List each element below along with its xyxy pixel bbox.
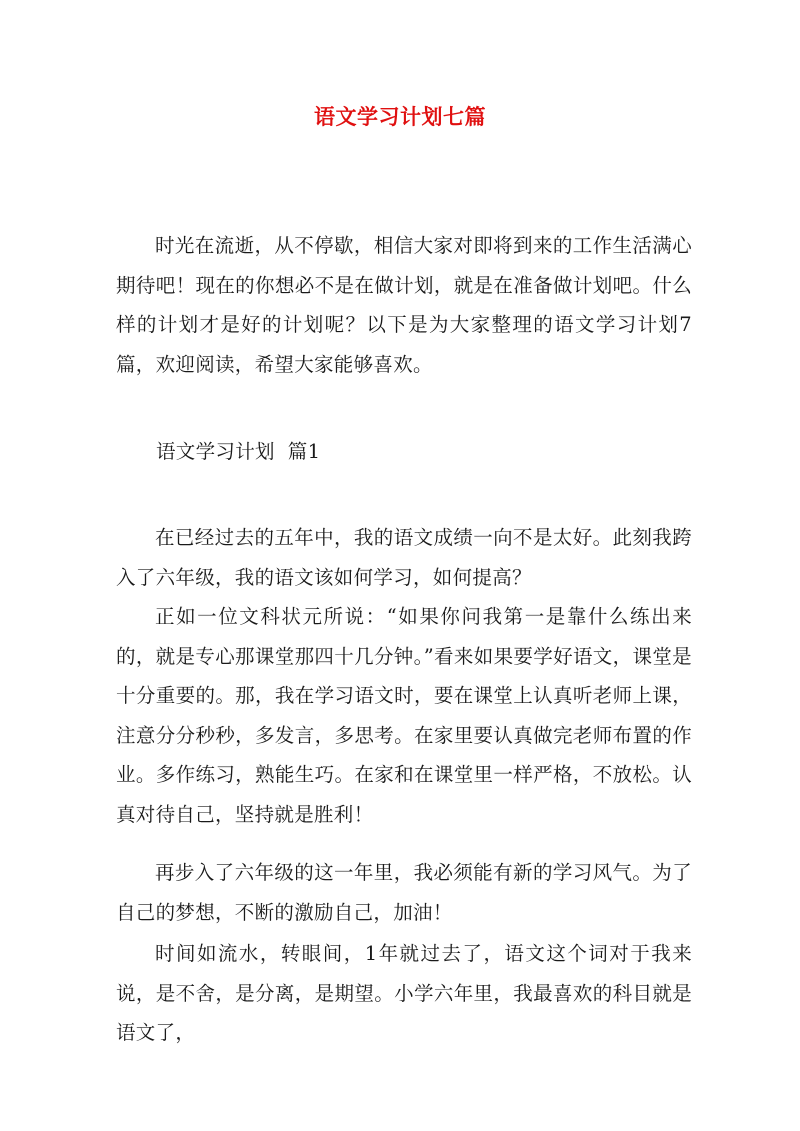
section-heading: 语文学习计划 篇1 xyxy=(156,440,321,463)
body-paragraph-4: 时间如流水，转眼间，1年就过去了，语文这个词对于我来说，是不舍，是分离，是期望。小学六年里，我最喜欢的科目就是语文了， xyxy=(116,942,692,1044)
document-title: 语文学习计划七篇 xyxy=(314,104,486,129)
intro-paragraph: 时光在流逝，从不停歇，相信大家对即将到来的工作生活满心期待吧！现在的你想必不是在做计划，就是在准备做计划吧。什么样的计划才是好的计划呢？以下是为大家整理的语文学习计划7篇，欢迎阅读，希望大家能够喜欢。 xyxy=(116,234,692,376)
body-paragraph-1: 在已经过去的五年中，我的语文成绩一向不是太好。此刻我跨入了六年级，我的语文该如何学习，如何提高？ xyxy=(116,526,692,589)
body-paragraph-3: 再步入了六年级的这一年里，我必须能有新的学习风气。为了自己的梦想，不断的激励自己，加油！ xyxy=(116,861,692,924)
body-paragraph-2: 正如一位文科状元所说：“如果你问我第一是靠什么练出来的，就是专心那课堂那四十几分钟。”看来如果要学好语文，课堂是十分重要的。那，我在学习语文时，要在课堂上认真听老师上课，注意分分秒秒，多发言，多思考。在家里要认真做完老师布置的作业。多作练习，熟能生巧。在家和在课堂里一样严格，不放松。认真对待自己，坚持就是胜利！ xyxy=(116,605,692,826)
